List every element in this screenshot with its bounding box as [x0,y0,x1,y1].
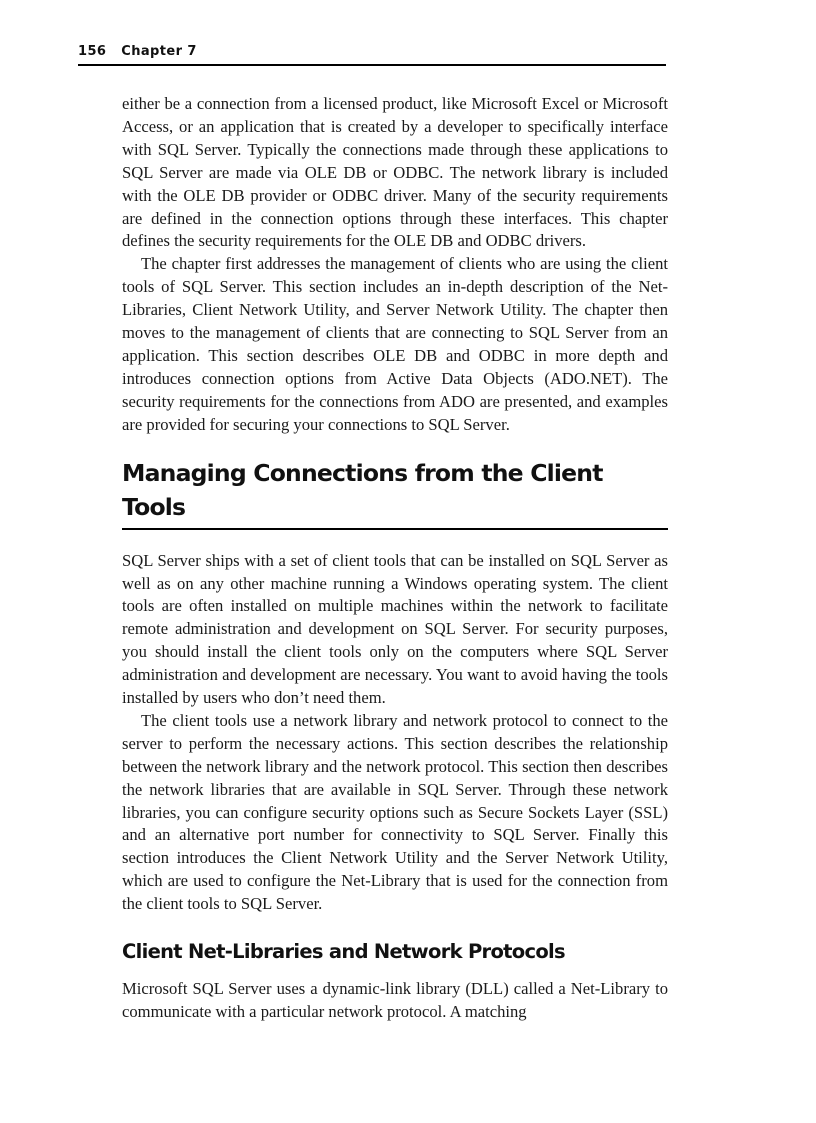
running-head [78,44,666,66]
subsection-heading-net-libraries: Client Net-Libraries and Network Protocols [122,940,565,964]
chapter-label: Chapter 7 [121,44,197,59]
intro-paragraph-2: The chapter first addresses the management of clients who are using the client tools of SQL Server. This section includes an in-depth description of the Net-Libraries, Client Network Utility, and Server Network Utility. The chapter then moves to the management of clients that are connecting to SQL Server from an application. This section describes OLE DB and ODBC in more depth and introduces connection options from Active Data Objects (ADO.NET). The security requirements for the connections from ADO are presented, and examples are provided for securing your connections to SQL Server. [122,254,668,434]
section1-paragraph-2: The client tools use a network library and network protocol to connect to the server to perform the necessary actions. This section describes the relationship between the network library and the network protocol. This section then describes the network libraries that are available in SQL Server. Through these network libraries, you can configure security options such as Secure Sockets Layer (SSL) and an alternative port number for connectivity to SQL Server. Finally this section introduces the Client Network Utility and the Server Network Utility, which are used to configure the Net-Library that is used for the connection from the client tools to SQL Server. [122,710,668,914]
section-heading-managing-connections: Managing Connections from the Client Tools [122,456,668,530]
page-number: 156 [78,44,107,59]
intro-paragraph-1: either be a connection from a licensed product, like Microsoft Excel or Microsoft Access, or an application that is created by a developer to specifically interface with SQL Server. Typically the connections made through these applications to SQL Server are made via OLE DB or ODBC. The network library is included with the OLE DB provider or ODBC driver. Many of the security requirements are defined in the connection options through these interfaces. This chapter defines the security requirements for the OLE DB and ODBC drivers. [122,94,668,251]
section2-paragraph-1: Microsoft SQL Server uses a dynamic-link library (DLL) called a Net-Library to communicate with a particular network protocol. A matching [122,979,668,1021]
section1-paragraph-1: SQL Server ships with a set of client tools that can be installed on SQL Server as well as on any other machine running a Windows operating system. The client tools are often installed on multiple machines within the network to facilitate remote administration and development on SQL Server. For security purposes, you should install the client tools only on the computers where SQL Server administration and development are necessary. You want to avoid having the tools installed by users who don’t need them. [122,550,668,708]
page-body [122,93,668,1024]
heading-spacer [122,530,668,550]
